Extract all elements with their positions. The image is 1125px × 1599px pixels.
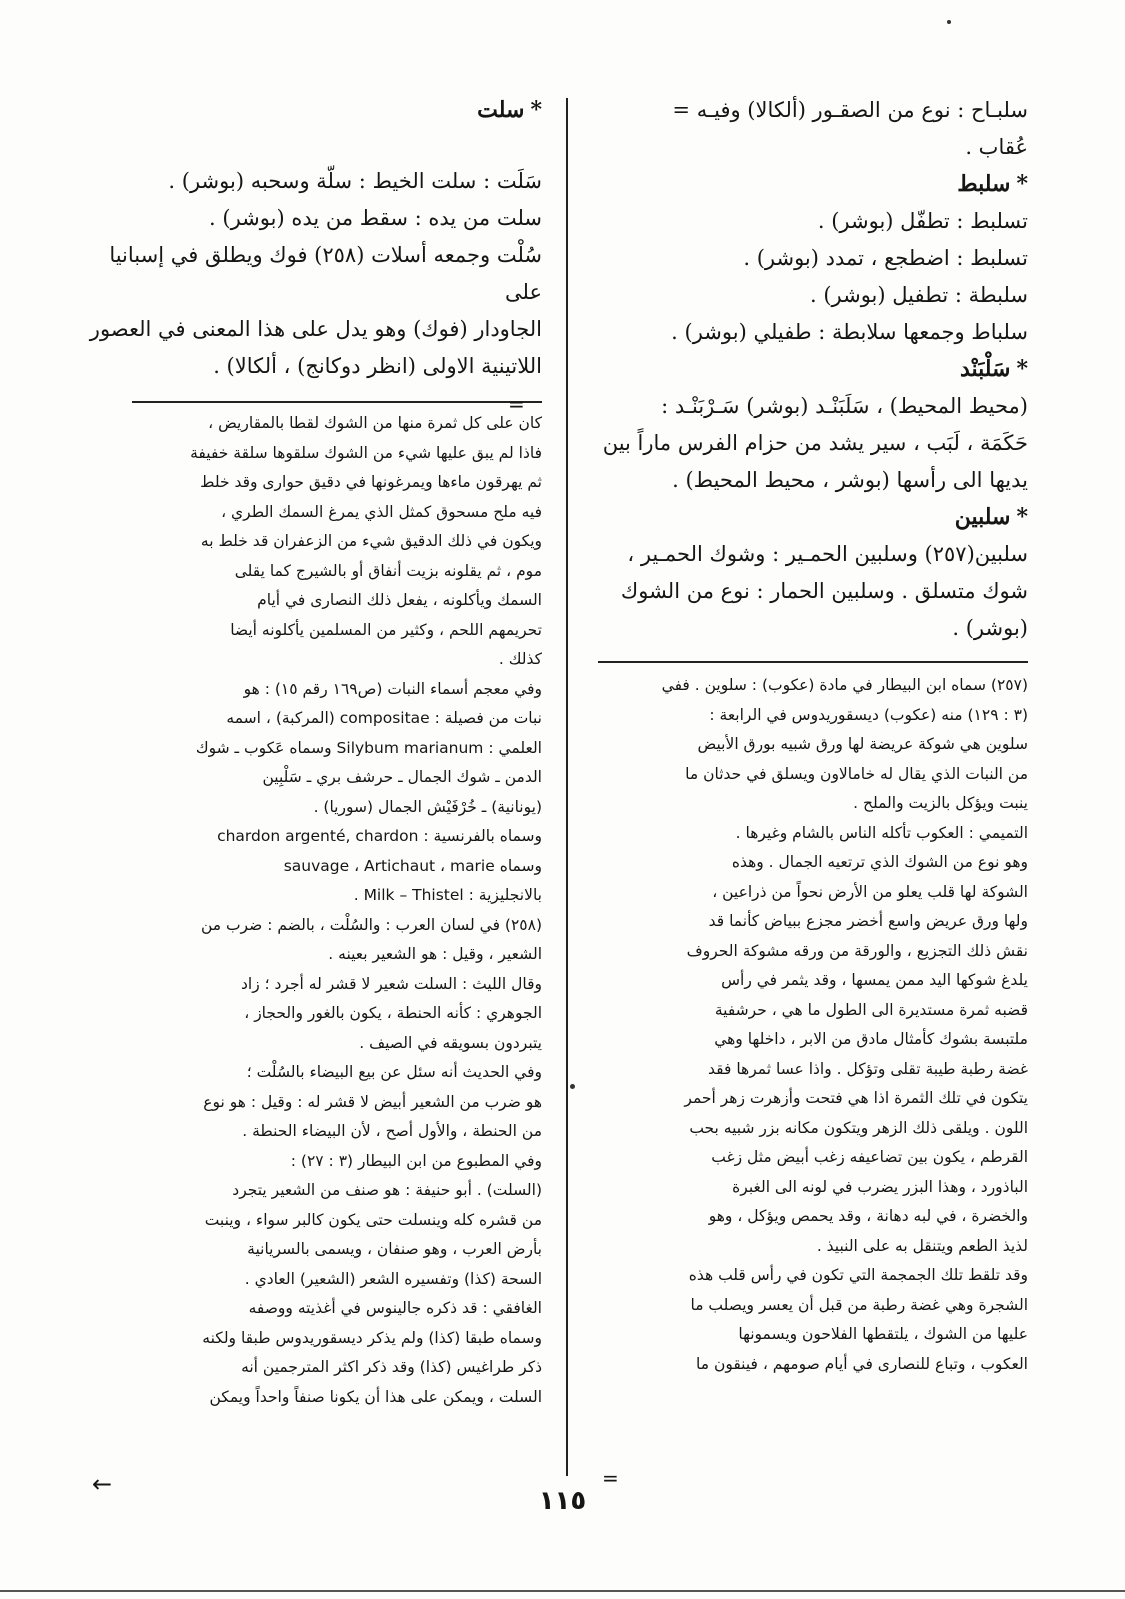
footnote-line: هو ضرب من الشعير أبيض لا قشر له : وقيل : هو نوع <box>203 1092 542 1111</box>
scan-speck <box>947 20 951 24</box>
footnote-separator <box>132 401 542 403</box>
text-line: الجاودار (فوك) وهو يدل على هذا المعنى في العصور <box>89 317 542 341</box>
footnote-line: الغافقي : قد ذكره جالينوس في أغذيته ووصفه <box>248 1299 542 1317</box>
scan-edge <box>0 1590 1125 1592</box>
left-footnotes <box>88 409 542 1412</box>
footnote-line: ثم يهرقون ماءها ويمرغونها في دقيق حوارى وقد خلط <box>200 473 542 491</box>
footnote-line: كان على كل ثمرة منها من الشوك لقطا بالمقاريض ، <box>208 414 542 432</box>
text-line: يديها الى رأسها (بوشر ، محيط المحيط) . <box>672 468 1028 492</box>
star-icon: * <box>1016 356 1028 382</box>
text-line: سَلَت : سلت الخيط : سلّة وسحبه (بوشر) . <box>168 169 542 193</box>
footnote-line: (يونانية) ـ خُرْفَيْش الجمال (سوريا) . <box>313 797 542 816</box>
footnote-line: وقال الليث : السلت شعير لا قشر له أجرد ؛ زاد <box>241 974 542 993</box>
footnote-line: الجوهري : كأنه الحنطة ، يكون بالغور والحجاز ، <box>244 1004 542 1022</box>
text-line: سلبين(٢٥٧) وسلبين الحمـير : وشوك الحمـير ، <box>627 542 1028 566</box>
footnote-line: بأرض العرب ، وهو صنفان ، ويسمى بالسريانية <box>247 1240 542 1258</box>
footnote-line: سلوين هي شوكة عريضة لها ورق شبيه بورق الأبيض <box>697 735 1028 753</box>
footnote-line: ويكون في ذلك الدقيق شيء من الزعفران قد خلط به <box>200 532 542 550</box>
footnote-line: العلمي : Silybum marianum وسماه عَكوب ـ شوك <box>195 738 542 757</box>
footnote-line: الشجرة وهي غضة رطبة من قبل أن يعسر ويصلب ما <box>690 1295 1028 1314</box>
footnote-line: السلت ، ويمكن على هذا أن يكونا صنفاً واحداً ويمكن <box>209 1387 542 1406</box>
page-number: ١١٥ <box>538 1486 587 1516</box>
footnote-line: موم ، ثم يقلونه بزيت أنفاق أو بالشيرج كما يقلى <box>234 561 542 580</box>
footnote-line: (٣ : ١٢٩) منه (عكوب) ديسقوريدوس في الرابعة : <box>709 705 1028 724</box>
entry-heading-salband: *سَلْبَنْد <box>959 356 1028 382</box>
text-line: سلبـاح : نوع من الصقـور (ألكالا) وفيـه = <box>672 98 1028 122</box>
footnote-line: تحريمهم اللحم ، وكثير من المسلمين يأكلونه أيضا <box>230 620 542 639</box>
text-line: سلباط وجمعها سلابطة : طفيلي (بوشر) . <box>671 320 1028 344</box>
text-line: (بوشر) . <box>952 616 1028 640</box>
footnote-line: وسماه sauvage ، Artichaut ، marie <box>283 856 542 875</box>
footnote-line: من قشره كله وينسلت حتى يكون كالبر سواء ، وينبت <box>204 1210 542 1229</box>
footnote-line: السحة (كذا) وتفسيره الشعر (الشعير) العادي . <box>244 1269 542 1288</box>
text-line: (محيط المحيط) ، سَلَبَنْـد (بوشر) سَـرْبَنْـد : <box>661 394 1028 418</box>
footnote-line: (السلت) . أبو حنيفة : هو صنف من الشعير يتجرد <box>232 1181 542 1199</box>
footnote-line: من الحنطة ، والأول أصح ، لأن البيضاء الحنطة . <box>242 1122 542 1140</box>
text-line: اللاتينية الاولى (انظر دوكانج) ، ألكالا) . <box>213 354 542 378</box>
star-icon: * <box>1016 504 1028 530</box>
text-line: عُقاب . <box>965 135 1028 159</box>
left-main-text <box>88 92 542 385</box>
footnote-line: الشعير ، وقيل : هو الشعير بعينه . <box>328 945 542 963</box>
footnote-line: (٢٥٨) في لسان العرب : والسُلْت ، بالضم : ضرب من <box>200 915 542 934</box>
footnote-line: القرطم ، يكون بين تضاعيفه زغب أبيض مثل زغب <box>711 1148 1028 1166</box>
footnote-line: ولها ورق عريض واسع أخضر مجزع ببياض كأنما قد <box>708 912 1028 930</box>
footnote-line: يتكون في تلك الثمرة اذا هي فتحت وأزهرت زهر أحمر <box>684 1089 1028 1107</box>
right-main-text <box>600 92 1028 647</box>
star-icon: * <box>1016 171 1028 197</box>
footnote-line: فيه ملح مسحوق كمثل الذي يمرغ السمك الطري ، <box>221 502 542 521</box>
scan-speck <box>570 1084 575 1089</box>
footnote-line: عليها من الشوك ، يلتقطها الفلاحون ويسمونها <box>738 1325 1028 1343</box>
footnote-line: الباذورد ، وهذا البزر يضرب في لونه الى الغبرة <box>732 1177 1028 1196</box>
footnote-line: يلدغ شوكها اليد ممن يمسها ، وقد يثمر في رأس <box>721 971 1028 989</box>
footnote-line: التميمي : العكوب تأكله الناس بالشام وغيرها . <box>735 823 1028 842</box>
footnote-separator <box>598 661 1028 663</box>
footnote-line: الشوكة لها قلب يعلو من الأرض نحواً من ذراعين ، <box>712 882 1028 901</box>
footnote-line: ملتبسة بشوك كأمثال مادق من الابر ، داخلها وهي <box>714 1030 1028 1048</box>
footnote-line: كذلك . <box>498 650 542 668</box>
footnote-line: وفي معجم أسماء النبات (ص١٦٩ رقم ١٥) : هو <box>243 679 542 698</box>
footnote-line: الدمن ـ شوك الجمال ـ حرشف بري ـ سَلْبِين <box>262 768 542 786</box>
left-column <box>88 92 542 1412</box>
continuation-mark: = <box>602 1466 619 1490</box>
footnote-line: وسماه بالفرنسية : chardon argenté, chardon <box>217 827 542 845</box>
footnote-line: وفي الحديث أنه سئل عن بيع البيضاء بالسُلْت ؛ <box>246 1063 542 1081</box>
footnote-line: ينبت ويؤكل بالزيت والملح . <box>853 794 1028 812</box>
entry-heading-salt: *سلت <box>477 97 542 123</box>
footnote-line: قضبه ثمرة مستديرة الى الطول ما هي ، حرشفية <box>714 1000 1028 1019</box>
star-icon: * <box>530 97 542 123</box>
footnote-line: وهو نوع من الشوك الذي ترتعيه الجمال . وهذه <box>731 853 1028 871</box>
continuation-mark: = <box>508 392 525 416</box>
footnote-line: السمك ويأكلونه ، يفعل ذلك النصارى في أيام <box>257 591 542 609</box>
footnote-line: اللون . ويلقى ذلك الزهر ويتكون مكانه بزر شبيه بحب <box>689 1118 1028 1137</box>
text-line: سلت من يده : سقط من يده (بوشر) . <box>209 206 542 230</box>
footnote-line: نقش ذلك التجزيع ، والورقة من ورقه مشوكة الحروف <box>686 941 1028 960</box>
footnote-line: وسماه طبقا (كذا) ولم يذكر ديسقوريدوس طبقا ولكنه <box>202 1328 542 1347</box>
footnote-line: وقد تلقط تلك الجمجمة التي تكون في رأس قلب هذه <box>688 1266 1028 1284</box>
text-line: تسلبط : اضطجع ، تمدد (بوشر) . <box>743 246 1028 270</box>
text-line: تسلبط : تطفّل (بوشر) . <box>817 209 1028 233</box>
footnote-line: نبات من فصيلة : compositae (المركبة) ، اسمه <box>226 709 542 727</box>
footnote-line: فاذا لم يبق عليها شيء من الشوك سلقوها سلقة خفيفة <box>190 443 542 462</box>
continue-arrow-icon: ← <box>92 1470 113 1498</box>
footnote-line: وفي المطبوع من ابن البيطار (٣ : ٢٧) : <box>290 1151 542 1170</box>
footnote-line: غضة رطبة طيبة تقلى وتؤكل . واذا عسا ثمرها فقد <box>708 1059 1028 1078</box>
footnote-line: من النبات الذي يقال له خامالاون ويسلق في حدثان ما <box>685 764 1028 783</box>
right-footnotes <box>600 671 1028 1379</box>
footnote-line: بالانجليزية : Milk – Thistel . <box>353 886 542 904</box>
entry-heading-salbat: *سلبط <box>957 171 1028 197</box>
footnote-line: لذيذ الطعم ويتنقل به على النبيذ . <box>816 1236 1028 1255</box>
right-column <box>600 92 1028 1379</box>
footnote-line: (٢٥٧) سماه ابن البيطار في مادة (عكوب) : سلوين . ففي <box>661 676 1028 694</box>
footnote-line: والخضرة ، في لبه دهانة ، وقد يحمص ويؤكل ، وهو <box>708 1207 1028 1225</box>
text-line: سلبطة : تطفيل (بوشر) . <box>809 283 1028 307</box>
footnote-line: ذكر طراغيس (كذا) وقد ذكر اكثر المترجمين أنه <box>241 1358 542 1376</box>
text-line: سُلْت وجمعه أسلات (٢٥٨) فوك ويطلق في إسبانيا على <box>109 243 542 304</box>
text-line: حَكَمَة ، لَبَب ، سير يشد من حزام الفرس ماراً بين <box>602 431 1028 455</box>
entry-heading-salbin: *سلبين <box>954 504 1028 530</box>
footnote-line: يتبردون بسويقه في الصيف . <box>359 1033 542 1052</box>
text-line: شوك متسلق . وسلبين الحمار : نوع من الشوك <box>620 579 1028 603</box>
column-divider <box>566 98 568 1476</box>
footnote-line: العكوب ، وتباع للنصارى في أيام صومهم ، فينقون ما <box>696 1354 1028 1373</box>
